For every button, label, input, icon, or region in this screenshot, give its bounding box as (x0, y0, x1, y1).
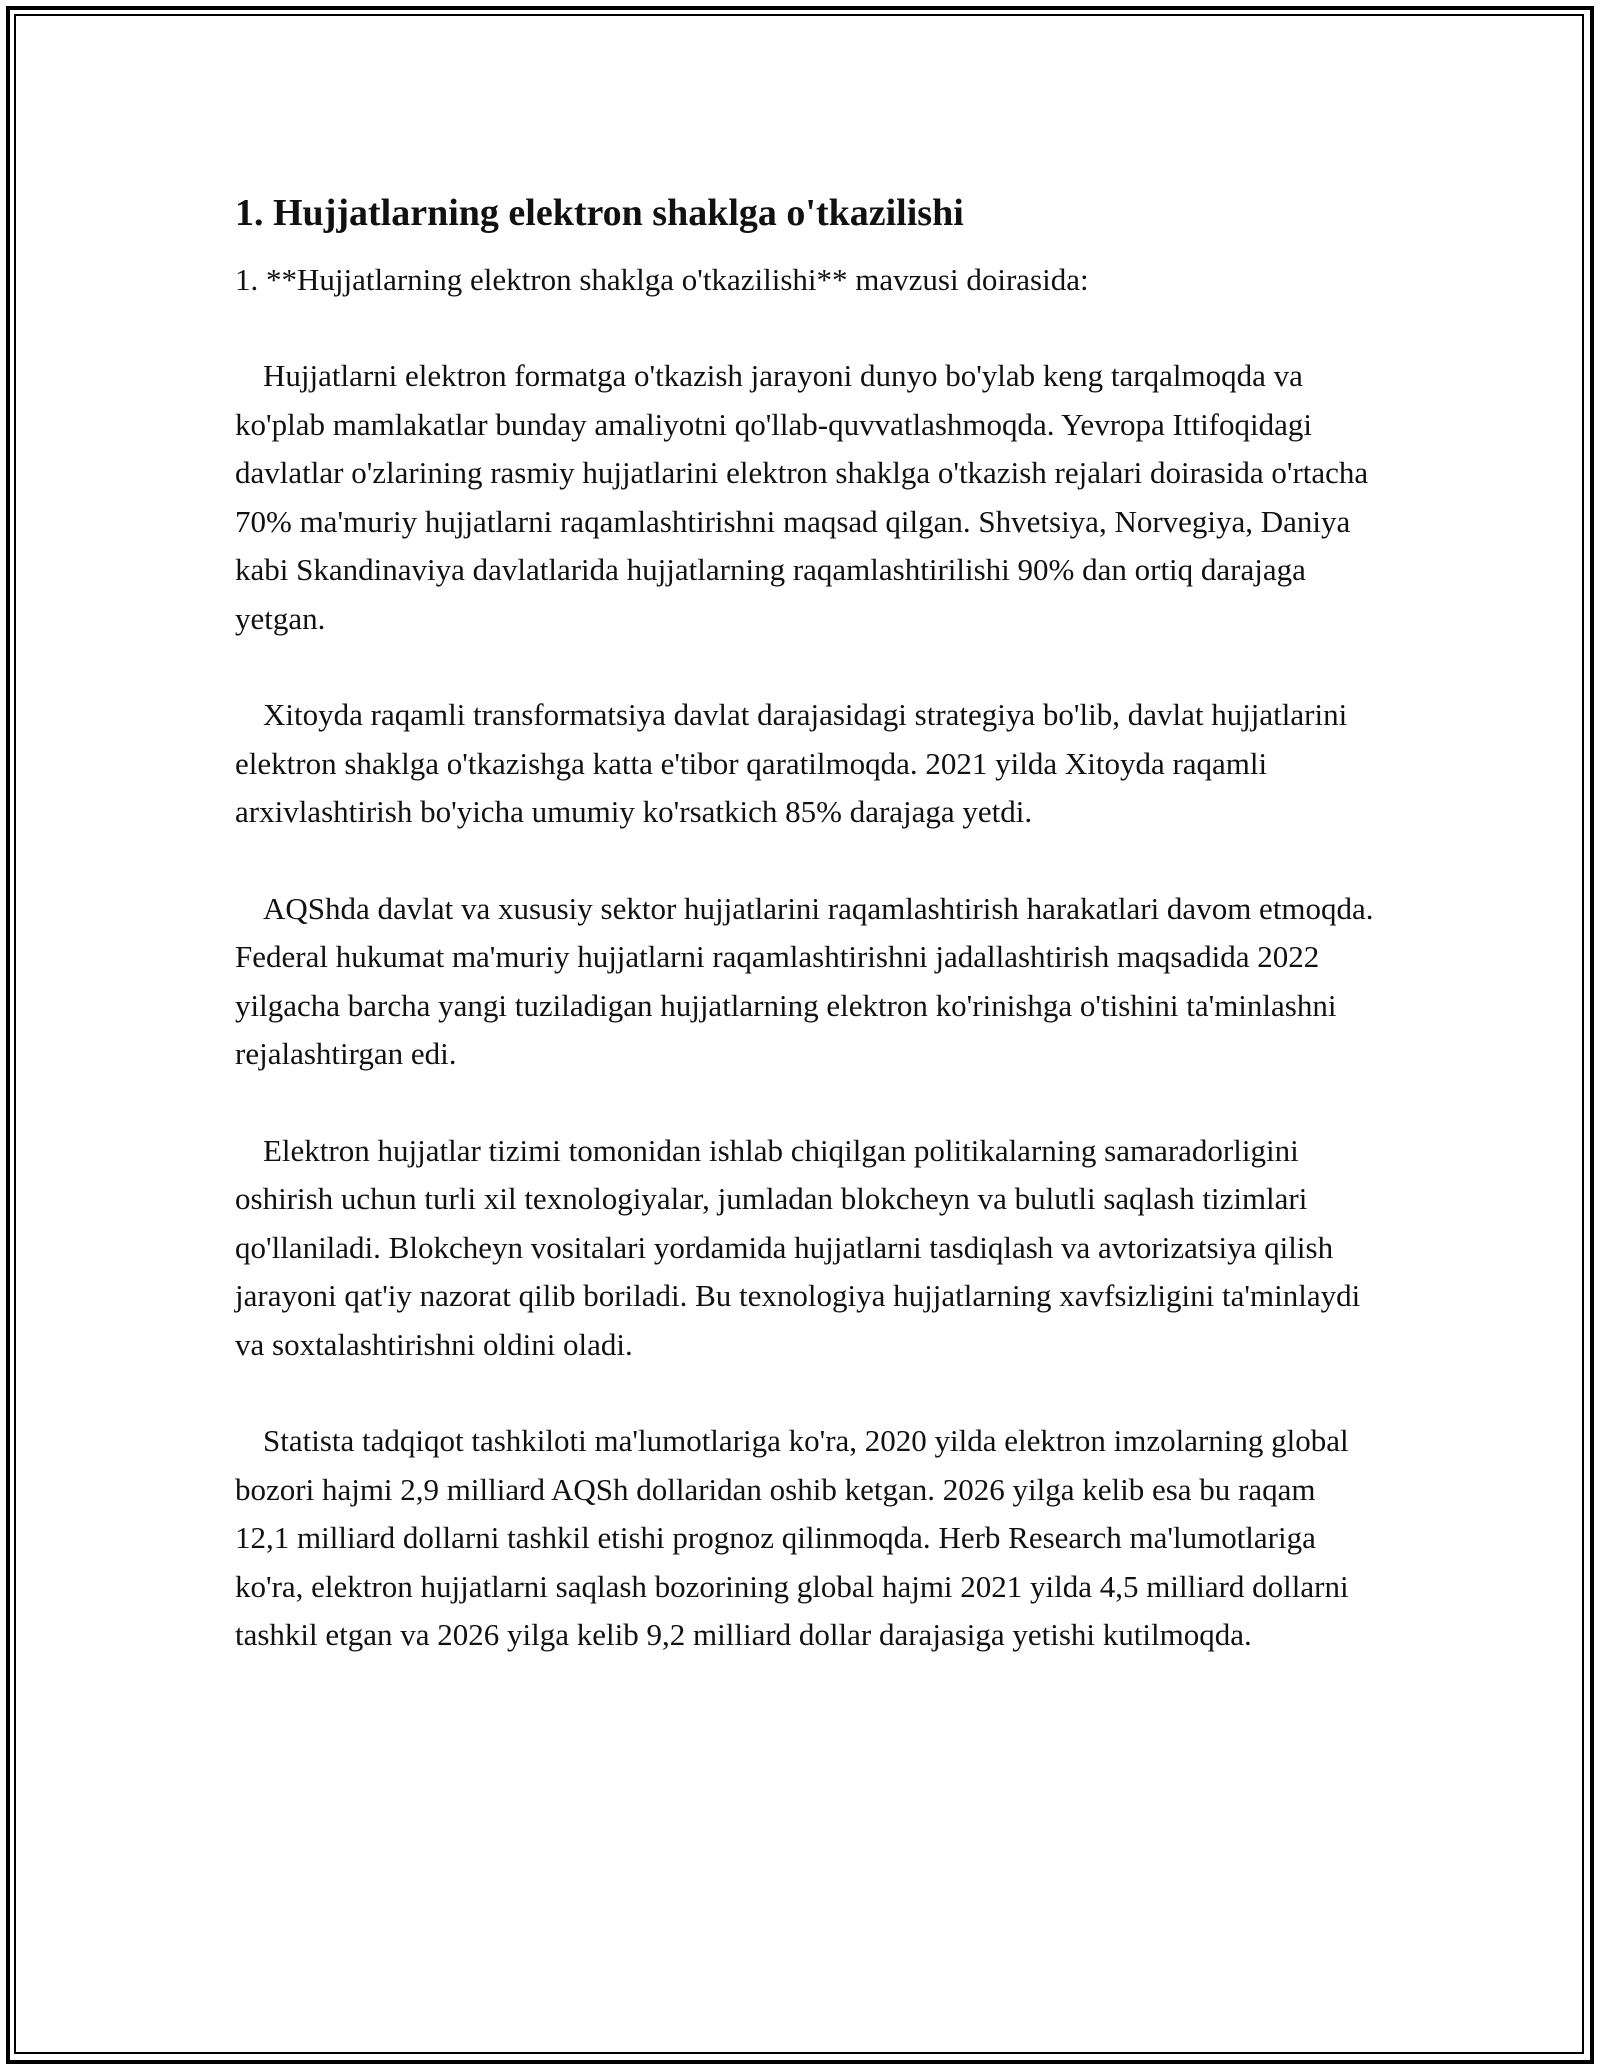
paragraph-technologies: Elektron hujjatlar tizimi tomonidan ishlab chiqilgan politikalarning samaradorligini oshirish uchun turli xil texnologiyalar, jumladan blokcheyn va bulutli saqlash tizimlari qo'llaniladi. Blokcheyn vositalari yordamida hujjatlarni tasdiqlash va avtorizatsiya qilish jarayoni qat'iy nazorat qilib boriladi. Bu texnologiya hujjatlarning xavfsizligini ta'minlaydi va soxtalashtirishni oldini oladi. (235, 1132, 1361, 1362)
intro-line: 1. **Hujjatlarning elektron shaklga o'tkazilishi** mavzusi doirasida: (235, 262, 1089, 297)
document-title: 1. Hujjatlarning elektron shaklga o'tkazilishi (235, 192, 964, 234)
paragraph-digitization-europe: Hujjatlarni elektron formatga o'tkazish jarayoni dunyo bo'ylab keng tarqalmoqda va ko'plab mamlakatlar bunday amaliyotni qo'llab-quvvatlashmoqda. Yevropa Ittifoqidagi davlatlar o'zlarining rasmiy hujjatlarini elektron shaklga o'tkazish rejalari doirasida o'rtacha 70% ma'muriy hujjatlarni raqamlashtirishni maqsad qilgan. Shvetsiya, Norvegiya, Daniya kabi Skandinaviya davlatlarida hujjatlarning raqamlashtirilishi 90% dan ortiq darajaga yetgan. (235, 358, 1369, 636)
paragraph-market-statistics: Statista tadqiqot tashkiloti ma'lumotlariga ko'ra, 2020 yilda elektron imzolarning global bozori hajmi 2,9 milliard AQSh dollaridan oshib ketgan. 2026 yilga kelib esa bu raqam 12,1 milliard dollarni tashkil etishi prognoz qilinmoqda. Herb Research ma'lumotlariga ko'ra, elektron hujjatlarni saqlash bozorining global hajmi 2021 yilda 4,5 milliard dollarni tashkil etgan va 2026 yilga kelib 9,2 milliard dollar darajasiga yetishi kutilmoqda. (235, 1423, 1349, 1652)
paragraph-digitization-china: Xitoyda raqamli transformatsiya davlat darajasidagi strategiya bo'lib, davlat hujjatlarini elektron shaklga o'tkazishga katta e'tibor qaratilmoqda. 2021 yilda Xitoyda raqamli arxivlashtirish bo'yicha umumiy ko'rsatkich 85% darajaga yetdi. (235, 697, 1348, 829)
document-body (235, 188, 1375, 1708)
paragraph-digitization-usa: AQShda davlat va xususiy sektor hujjatlarini raqamlashtirish harakatlari davom etmoqda. Federal hukumat ma'muriy hujjatlarni raqamlashtirishni jadallashtirish maqsadida 2022 yilgacha barcha yangi tuziladigan hujjatlarning elektron ko'rinishga o'tishini ta'minlashni rejalashtirgan edi. (235, 890, 1374, 1071)
